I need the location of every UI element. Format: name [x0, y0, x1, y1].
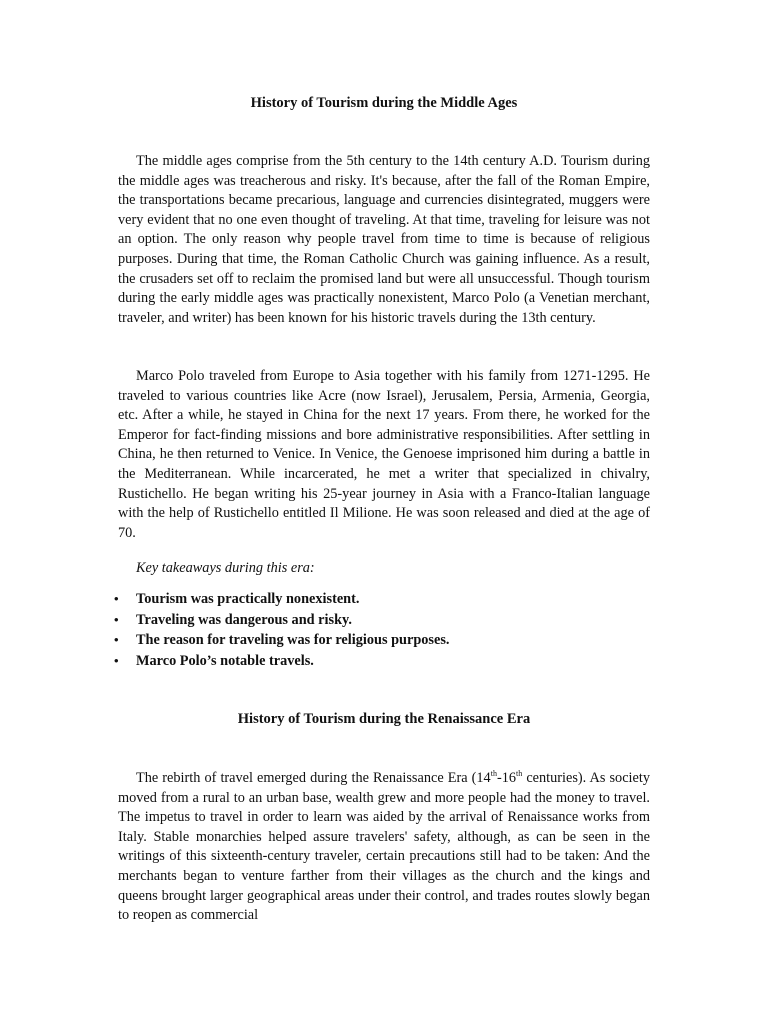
bullet-icon: •: [114, 632, 119, 648]
list-item: [114, 610, 449, 631]
superscript-th: th: [490, 769, 497, 779]
takeaways-list: [114, 589, 449, 671]
takeaway-text: Traveling was dangerous and risky.: [136, 611, 352, 628]
superscript-th: th: [516, 769, 523, 779]
list-item: [114, 651, 449, 672]
bullet-icon: •: [114, 611, 119, 627]
paragraph-renaissance-intro: [118, 769, 650, 926]
takeaway-text: Marco Polo’s notable travels.: [136, 652, 314, 669]
paragraph-marco-polo: Marco Polo traveled from Europe to Asia together with his family from 1271-1295. He traveled to various countries like Acre (now Israel), Jerusalem, Persia, Armenia, Georgia, etc. After a while, he stayed in China for the next 17 years. From there, he worked for the Emperor for fact-finding missions and bore administrative responsibilities. After settling in China, he then returned to Venice. In Venice, the Genoese imprisoned him during a battle in the Mediterranean. While incarcerated, he met a writer that specialized in chivalry, Rustichello. He began writing his 25-year journey in Asia with a Franco-Italian language with the help of Rustichello entitled Il Milione. He was soon released and died at the age of 70.: [118, 368, 650, 541]
bullet-icon: •: [114, 591, 119, 606]
paragraph-middle-ages-intro: The middle ages comprise from the 5th century to the 14th century A.D. Tourism during the middle ages was treacherous and risky. It's because, after the fall of the Roman Empire, the transportations became precarious, language and currencies disintegrated, muggers were very evident that no one even thought of traveling. At that time, traveling for leisure was not an option. The only reason why people travel from time to time is because of religious purposes. During that time, the Roman Catholic Church was gaining influence. As a result, the crusaders set off to reclaim the promised land but were all unsuccessful. Though tourism during the early middle ages was practically nonexistent, Marco Polo (a Venetian merchant, traveler, and writer) has been known for his historic travels during the 13th century.: [118, 153, 650, 326]
paragraph-text-range: -16: [496, 770, 517, 786]
takeaway-text: Tourism was practically nonexistent.: [136, 591, 360, 607]
paragraph-text-start: The rebirth of travel emerged during the Renaissance Era (14: [136, 770, 491, 786]
takeaways-heading: Key takeaways during this era:: [136, 560, 315, 576]
paragraph-text-rest: centuries). As society moved from a rural to an urban base, wealth grew and more people had the money to travel. The impetus to travel in order to learn was aided by the arrival of Renaissance works from Italy. Stable monarchies helped assure travelers' safety, although, as can be seen in the writings of this sixteenth-century traveler, certain precautions still had to be taken: And the merchants began to venture farther from their villages as the church and the kings and queens brought larger geographical areas under their control, and trades routes slowly began to reopen as commercial: [118, 770, 650, 924]
bullet-icon: •: [114, 652, 119, 668]
section-title-middle-ages: History of Tourism during the Middle Ages: [250, 95, 518, 111]
section-title-renaissance: History of Tourism during the Renaissance Era: [237, 711, 531, 727]
list-item: [114, 630, 449, 651]
list-item: [114, 589, 449, 610]
takeaway-text: The reason for traveling was for religious purposes.: [136, 632, 450, 649]
